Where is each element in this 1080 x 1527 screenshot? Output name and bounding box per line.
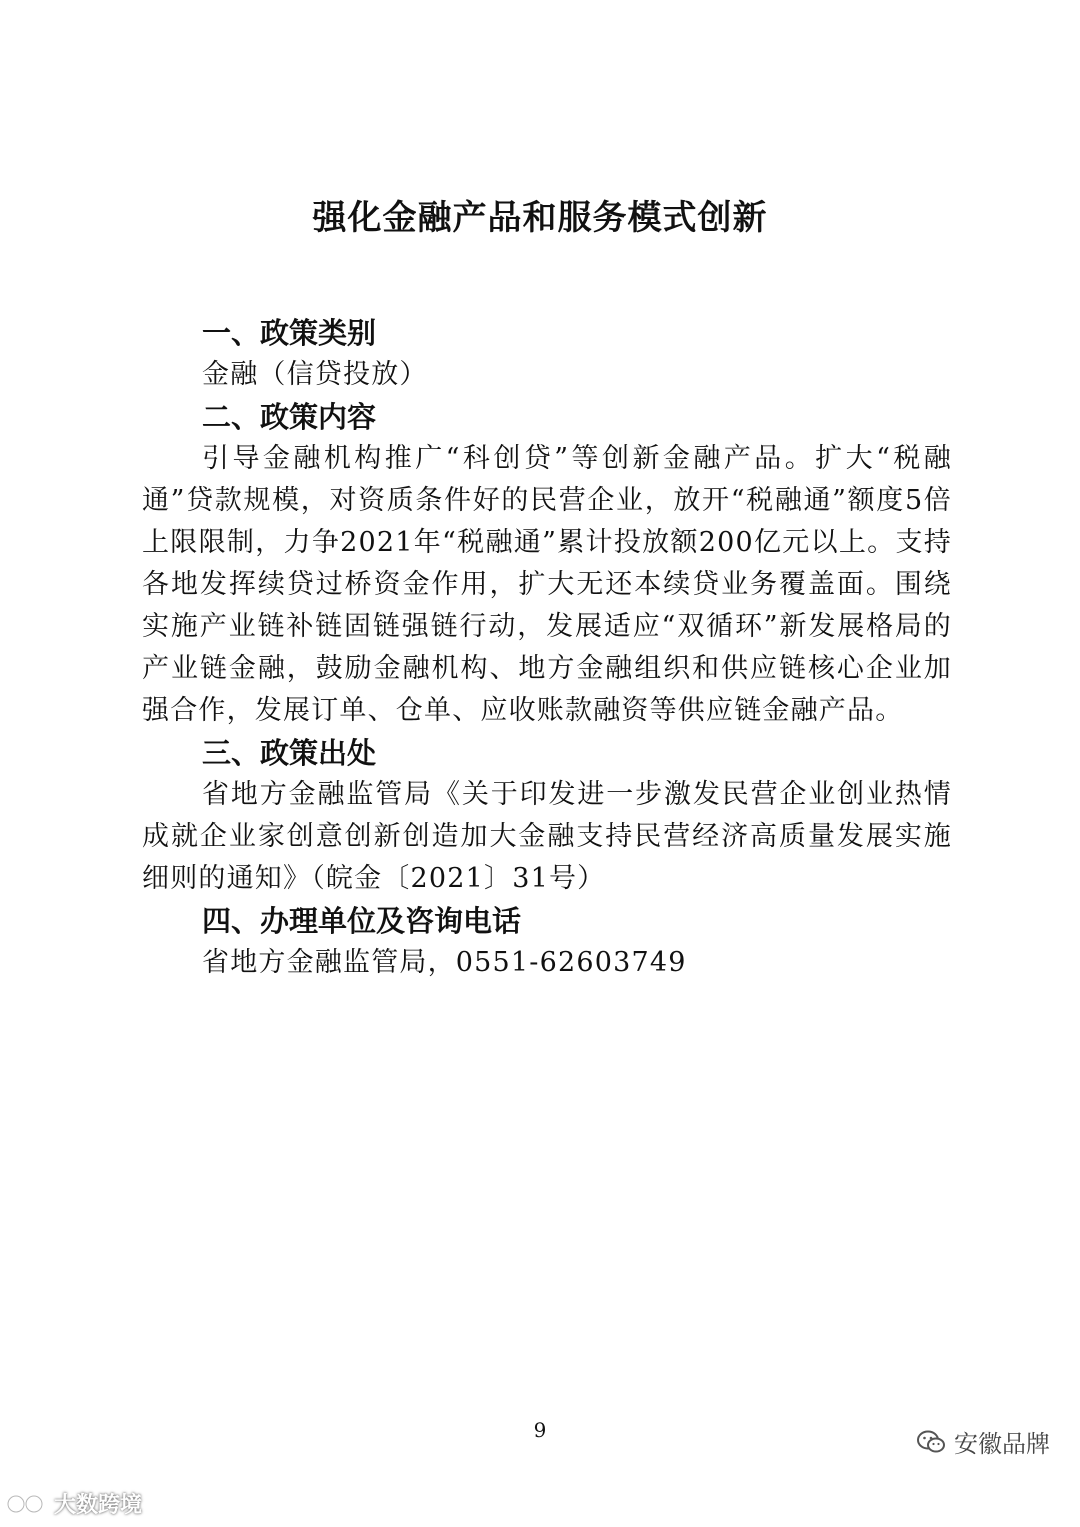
section-body: 省地方金融监管局，0551-62603749 [202, 947, 687, 978]
section-heading: 一、政策类别 [202, 316, 377, 350]
watermark-left-text: 大数跨境 [54, 1493, 143, 1518]
section-policy-source [142, 732, 952, 900]
section-heading: 二、政策内容 [202, 400, 377, 434]
watermark-left [6, 1488, 142, 1519]
watermark-right [916, 1424, 1050, 1459]
section-policy-content [142, 396, 952, 732]
logo-icon [6, 1491, 48, 1517]
section-heading: 三、政策出处 [202, 736, 377, 770]
page-number: 9 [533, 1418, 547, 1442]
section-body: 引导金融机构推广“科创贷”等创新金融产品。扩大“税融通”贷款规模，对资质条件好的民营企业，放开“税融通”额度5倍上限限制，力争2021年“税融通”累计投放额200亿元以上。支持各地发挥续贷过桥资金作用，扩大无还本续贷业务覆盖面。围绕实施产业链补链固链强链行动，发展适应“双循环”新发展格局的产业链金融，鼓励金融机构、地方金融组织和供应链核心企业加强合作，发展订单、仓单、应收账款融资等供应链金融产品。 [142, 443, 952, 726]
section-contact [142, 900, 952, 984]
page-title: 强化金融产品和服务模式创新 [312, 198, 768, 238]
section-body: 金融（信贷投放） [202, 359, 428, 390]
wechat-icon [916, 1429, 946, 1455]
section-policy-category [142, 312, 952, 396]
section-heading: 四、办理单位及咨询电话 [202, 904, 522, 938]
document-body [142, 312, 952, 984]
section-body: 省地方金融监管局《关于印发进一步激发民营企业创业热情成就企业家创意创新创造加大金融支持民营经济高质量发展实施细则的通知》（皖金〔2021〕31号） [142, 779, 952, 894]
watermark-right-text: 安徽品牌 [954, 1430, 1050, 1458]
